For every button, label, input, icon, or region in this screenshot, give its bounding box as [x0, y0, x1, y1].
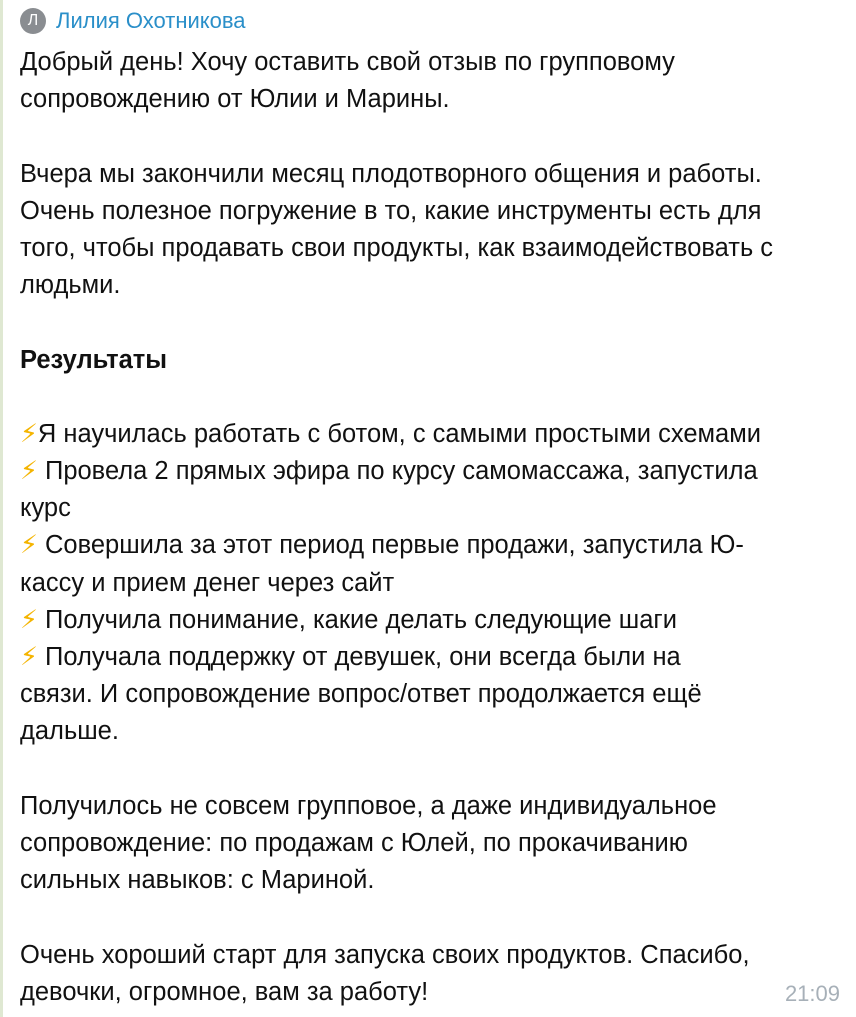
message-line: дальше.	[20, 717, 119, 746]
lightning-icon: ⚡	[20, 643, 38, 671]
message-line: сильных навыков: с Мариной.	[20, 866, 375, 895]
lightning-icon: ⚡	[20, 457, 38, 486]
message-line: девочки, огромное, вам за работу!	[20, 977, 429, 1006]
sender-avatar[interactable]: Л	[20, 8, 46, 34]
message-line: Добрый день! Хочу оставить свой отзыв по групповому	[20, 48, 675, 76]
message-line: кассу и прием денег через сайт	[20, 568, 395, 597]
result-item	[20, 602, 850, 639]
sender-name[interactable]: Лилия Охотникова	[56, 8, 246, 33]
chat-background-edge	[0, 0, 3, 1017]
message-line: Вчера мы закончили месяц плодотворного общения и работы.	[20, 159, 762, 188]
message-blank-line	[20, 304, 850, 341]
results-heading: Результаты	[20, 345, 168, 374]
message-line: Очень хороший старт для запуска своих продуктов. Спасибо,	[20, 940, 750, 969]
result-item	[20, 639, 850, 676]
message-line: сопровождение: по продажам с Юлей, по прокачиванию	[20, 828, 688, 857]
result-item-text: Я научилась работать с ботом, с самыми простыми схемами	[37, 419, 761, 448]
message-blank-line	[20, 118, 850, 155]
result-item	[20, 453, 850, 490]
message-line: связи. И сопровождение вопрос/ответ продолжается ещё	[20, 680, 702, 709]
result-item	[20, 527, 850, 564]
message-timestamp: 21:09	[784, 981, 840, 1006]
message-blank-line	[20, 751, 850, 788]
message-text	[20, 44, 850, 1011]
message-line: Получилось не совсем групповое, а даже индивидуальное	[20, 791, 717, 820]
message-line: сопровождению от Юлии и Марины.	[20, 85, 450, 114]
message-header	[20, 6, 246, 36]
message-blank-line	[20, 899, 850, 936]
message-blank-line	[20, 379, 850, 416]
message-line: курс	[20, 494, 71, 523]
result-item-text: Совершила за этот период первые продажи, запустила Ю-	[37, 531, 744, 560]
message-line: людьми.	[20, 271, 121, 300]
result-item-text: Получила понимание, какие делать следующие шаги	[37, 605, 677, 634]
lightning-icon: ⚡	[20, 531, 38, 560]
lightning-icon: ⚡	[20, 419, 38, 448]
result-item-text: Провела 2 прямых эфира по курсу самомассажа, запустила	[37, 457, 758, 486]
result-item-text: Получала поддержку от девушек, они всегда были на	[37, 643, 681, 671]
lightning-icon: ⚡	[20, 605, 38, 634]
message-line: того, чтобы продавать свои продукты, как взаимодействовать с	[20, 233, 774, 262]
message-line: Очень полезное погружение в то, какие инструменты есть для	[20, 196, 762, 225]
result-item	[20, 416, 850, 453]
